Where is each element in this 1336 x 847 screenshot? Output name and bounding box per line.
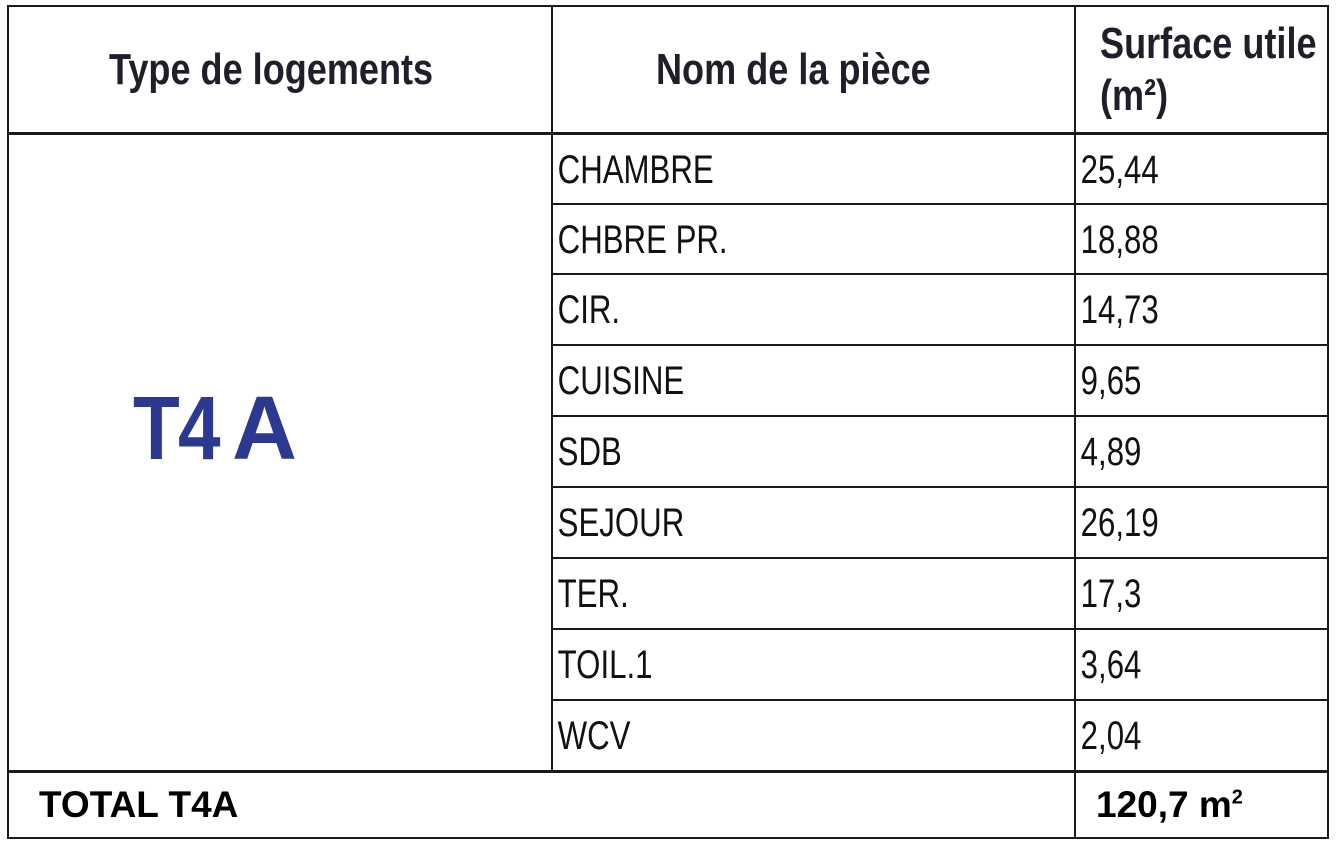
header-type-label: Type de logements [109, 44, 434, 94]
room-name: TOIL.1 [557, 642, 653, 687]
table-row-room [553, 630, 1063, 700]
room-area: 14,73 [1080, 287, 1159, 332]
header-area-label-line2: (m²) [1100, 71, 1169, 120]
table-row-area [1076, 701, 1316, 771]
table-row-room [553, 417, 1063, 487]
header-type-cell [9, 7, 551, 132]
table-row-room [553, 346, 1063, 416]
table-row-area [1076, 346, 1316, 416]
table-row-area [1076, 275, 1316, 345]
surface-table [7, 5, 1329, 839]
room-area: 18,88 [1080, 217, 1159, 262]
room-area: 3,64 [1080, 642, 1142, 687]
table-row-room [553, 701, 1063, 771]
room-name: WCV [557, 713, 631, 758]
room-area: 4,89 [1080, 429, 1142, 474]
room-name: CUISINE [557, 358, 685, 403]
header-room-label: Nom de la pièce [656, 44, 931, 94]
total-value [1096, 784, 1243, 826]
room-area: 25,44 [1080, 147, 1159, 192]
total-value-cell [1076, 773, 1327, 837]
total-label-cell [9, 773, 1074, 837]
header-room-cell [553, 7, 1074, 132]
room-name: SEJOUR [557, 500, 685, 545]
table-row-area [1076, 205, 1316, 275]
header-area-cell [1076, 7, 1327, 132]
unit-type-label [133, 379, 295, 479]
table-row-room [553, 488, 1063, 558]
room-area: 2,04 [1080, 713, 1142, 758]
room-area: 26,19 [1080, 500, 1159, 545]
room-name: CHAMBRE [557, 147, 714, 192]
table-row-room [553, 559, 1063, 629]
table-row-area [1076, 488, 1316, 558]
table-row-room [553, 205, 1063, 275]
total-value-unit-superscript: 2 [1231, 786, 1243, 809]
table-row-room [553, 275, 1063, 345]
room-area: 9,65 [1080, 358, 1142, 403]
total-value-number: 120,7 m [1096, 784, 1232, 825]
table-row-area [1076, 135, 1316, 205]
header-area-label-line1: Surface utile [1100, 19, 1317, 68]
room-name: CIR. [557, 287, 621, 332]
room-area: 17,3 [1080, 571, 1142, 616]
table-row-area [1076, 559, 1316, 629]
table-row-area [1076, 417, 1316, 487]
unit-type-prefix: T4 [133, 379, 219, 479]
room-name: SDB [557, 429, 622, 474]
table-row-area [1076, 630, 1316, 700]
total-label: TOTAL T4A [39, 784, 239, 825]
room-name: TER. [557, 571, 629, 616]
unit-type-cell [9, 135, 551, 770]
room-name: CHBRE PR. [557, 217, 728, 262]
unit-type-suffix: A [232, 379, 296, 479]
table-row-room [553, 135, 1063, 205]
